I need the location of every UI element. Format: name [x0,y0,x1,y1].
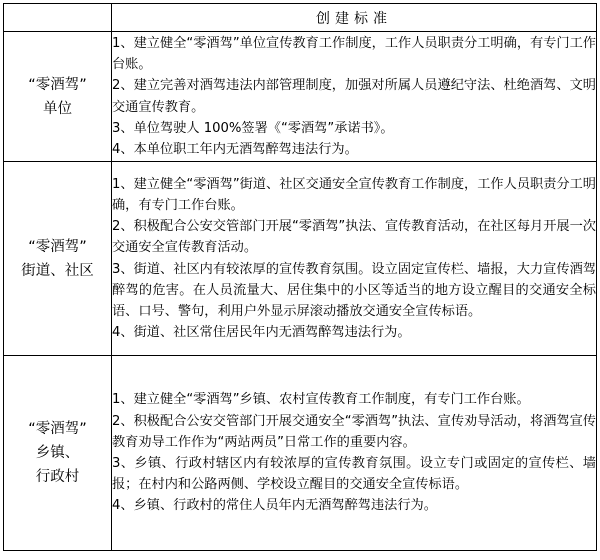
table-row-town-village [4,356,597,551]
criteria-item: 1、建立健全“零酒驾”街道、社区交通安全宣传教育工作制度，工作人员职责分工明确，有专门工作台账。 [112,176,596,213]
category-line: “零酒驾” [28,76,87,93]
criteria-table [3,3,597,551]
criteria-item: 2、积极配合公安交管部门开展“零酒驾”执法、宣传教育活动，在社区每月开展一次交通安全宣传教育活动。 [112,219,596,256]
category-line: “零酒驾” [28,238,87,255]
category-line: 单位 [43,100,72,117]
header-corner-cell [4,4,112,32]
criteria-item: 3、街道、社区内有较浓厚的宣传教育氛围。设立固定宣传栏、墙报，大力宣传酒驾醉驾的危害。在人员流量大、居住集中的小区等适当的地方设立醒目的交通安全标语、口号、警句，利用户外显示屏滚动播放交通安全宣传标语。 [112,261,596,319]
table-row-unit [4,32,597,162]
criteria-item: 2、建立完善对酒驾违法内部管理制度，加强对所属人员遵纪守法、杜绝酒驾、文明交通宣传教育。 [112,78,596,115]
table-row-street-community [4,162,597,356]
criteria-cell-town-village [112,356,597,551]
criteria-item: 3、单位驾驶人 100%签署《“零酒驾”承诺书》。 [112,120,394,136]
category-cell-street-community [4,162,112,356]
criteria-cell-street-community [112,162,597,356]
category-line: 乡镇、 [35,445,80,461]
header-title: 创建标准 [112,4,597,32]
criteria-cell-unit [112,32,597,162]
criteria-item: 1、建立健全“零酒驾”乡镇、农村宣传教育工作制度，有专门工作台账。 [112,392,530,408]
category-line: “零酒驾” [28,421,87,437]
category-line: 行政村 [35,469,80,485]
criteria-item: 1、建立健全“零酒驾”单位宣传教育工作制度，工作人员职责分工明确，有专门工作台账。 [112,35,596,73]
criteria-item: 2、积极配合公安交管部门开展交通安全“零酒驾”执法、宣传劝导活动，将酒驾宣传教育劝导工作作为“两站两员”日常工作的重要内容。 [112,413,596,450]
header-row [4,4,597,32]
criteria-item: 4、本单位职工年内无酒驾醉驾违法行为。 [112,141,358,157]
criteria-item: 4、街道、社区常住居民年内无酒驾醉驾违法行为。 [112,325,411,341]
criteria-item: 3、乡镇、行政村辖区内有较浓厚的宣传教育氛围。设立专门或固定的宣传栏、墙报；在村内和公路两侧、学校设立醒目的交通安全宣传标语。 [112,456,596,493]
category-line: 街道、社区 [21,262,94,279]
category-cell-unit [4,32,112,162]
criteria-item: 4、乡镇、行政村的常住人员年内无酒驾醉驾违法行为。 [112,498,437,514]
category-cell-town-village [4,356,112,551]
